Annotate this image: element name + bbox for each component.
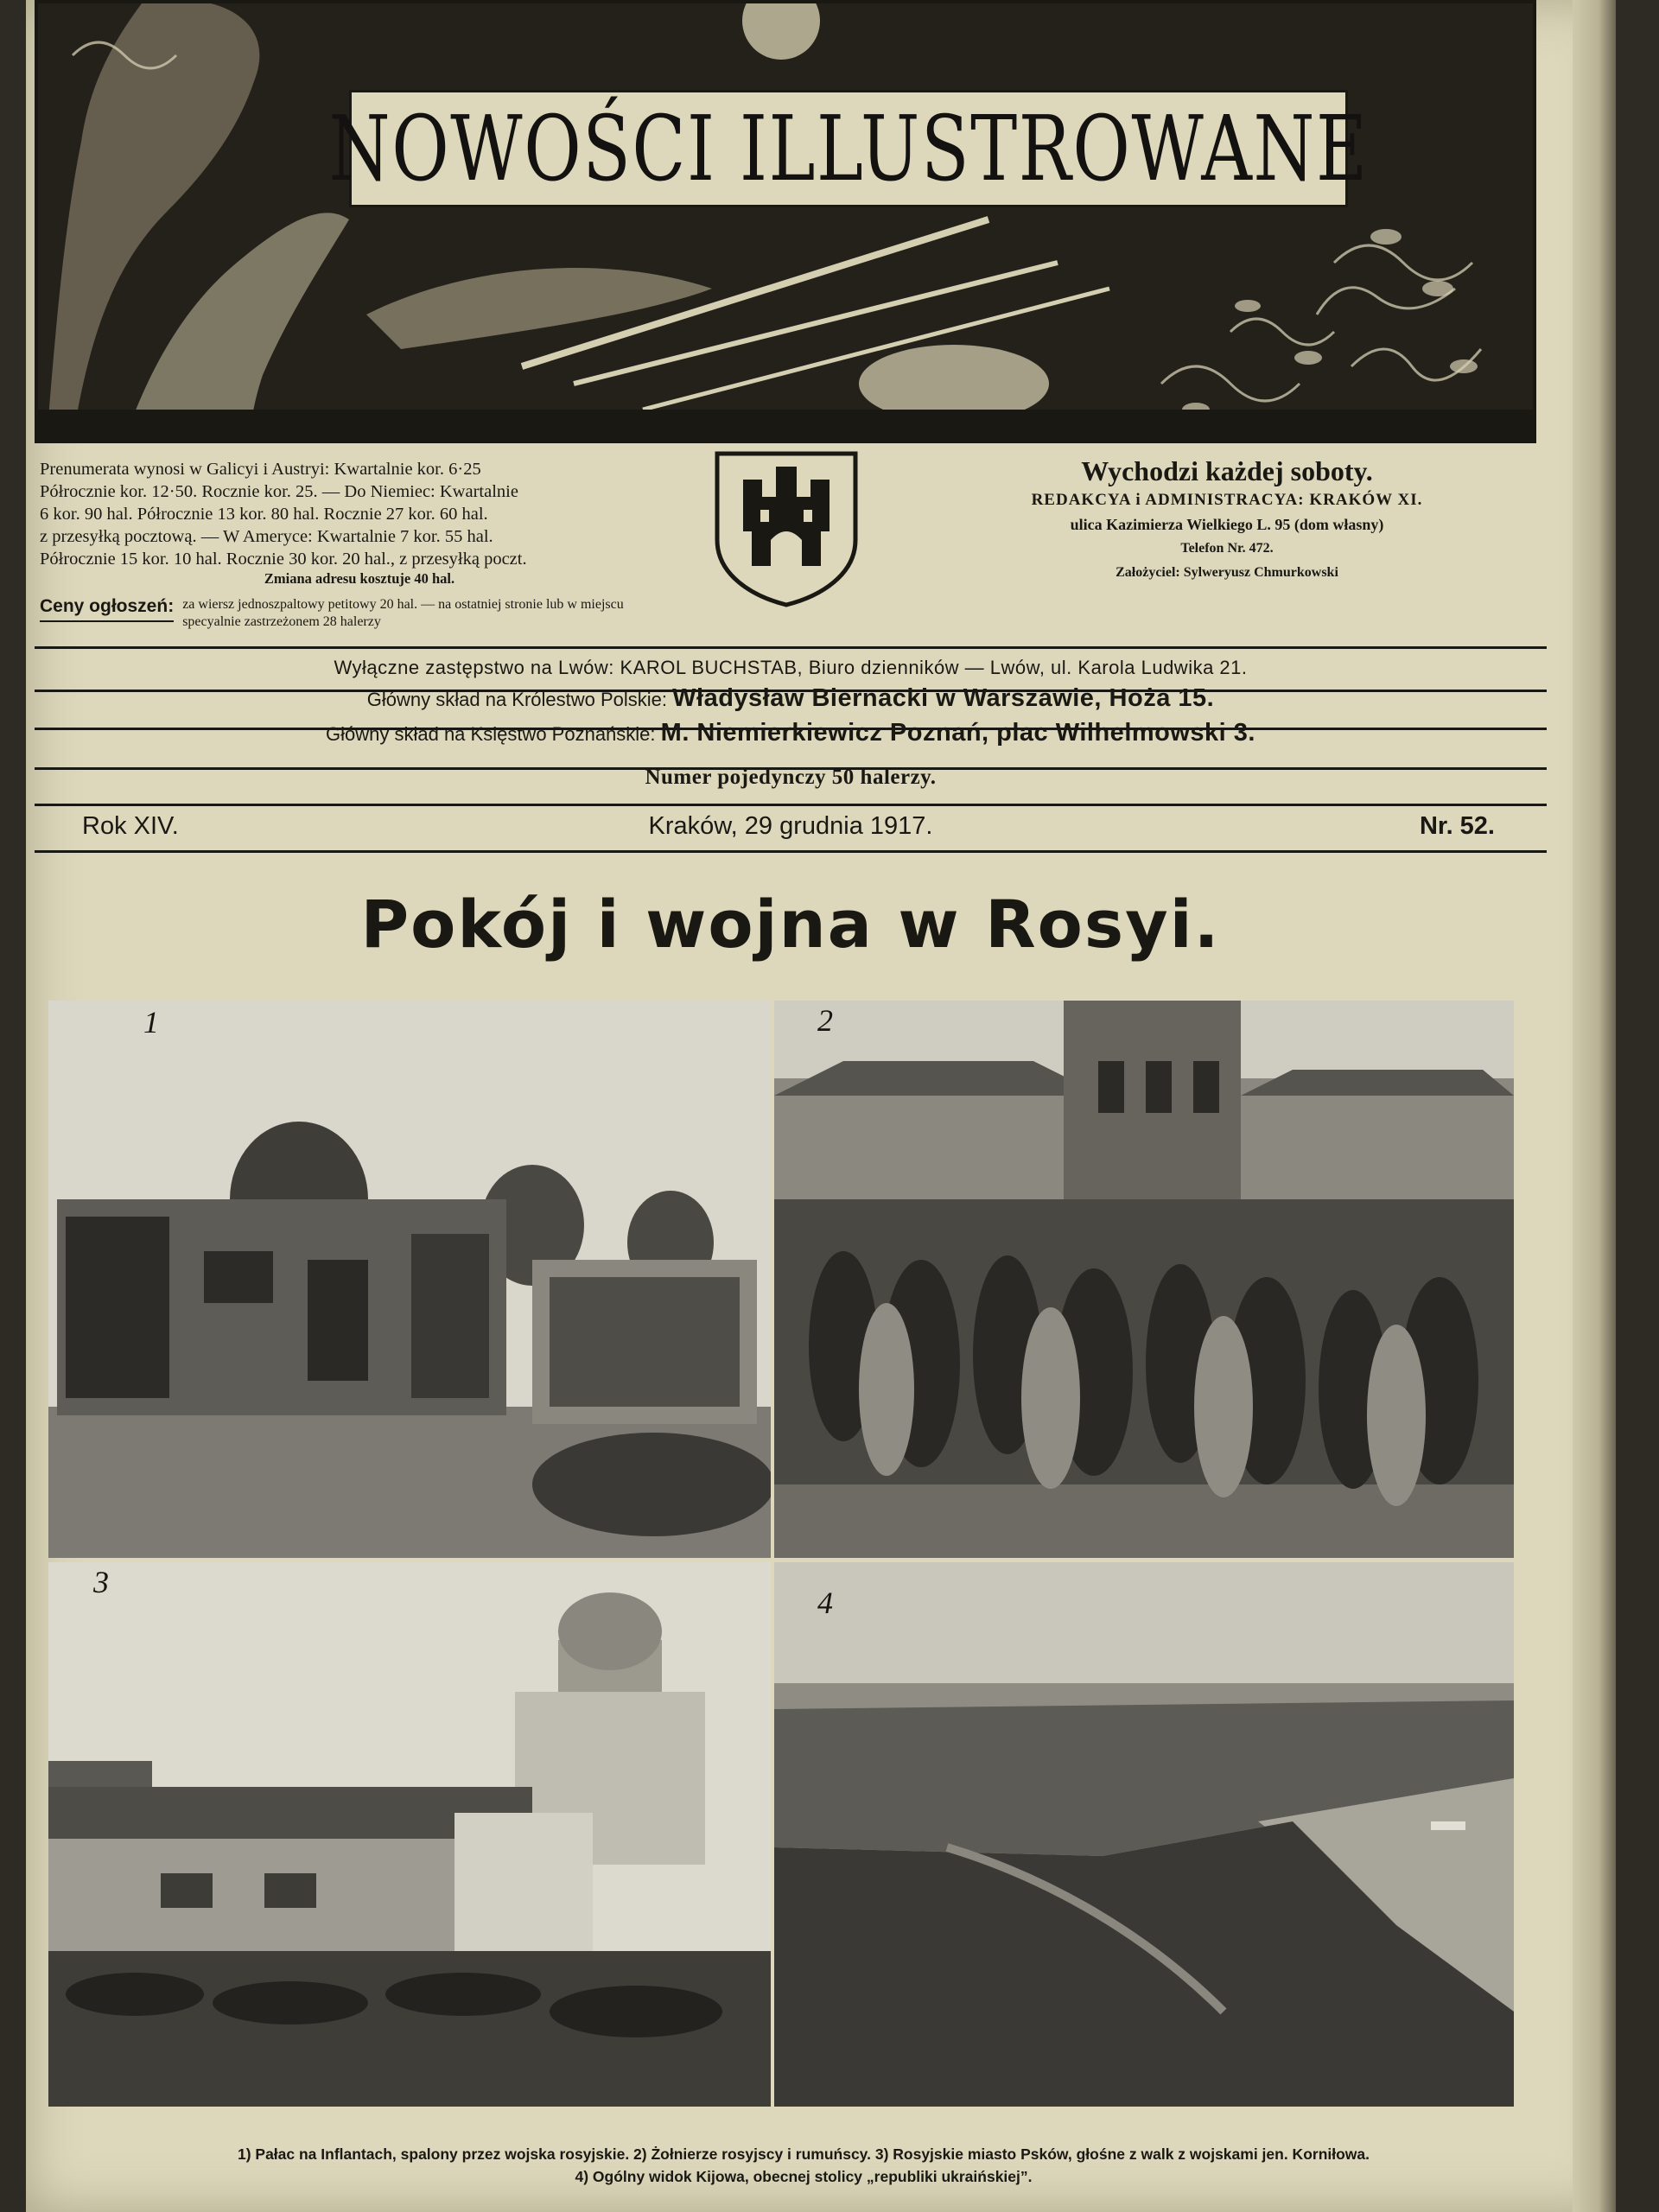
subscription-line: Prenumerata wynosi w Galicyi i Austryi: Kwartalnie kor. 6·25	[40, 460, 481, 479]
divider	[35, 850, 1547, 853]
photo-number: 3	[93, 1565, 109, 1599]
issue-number: Nr. 52.	[1419, 812, 1495, 840]
subscription-line: z przesyłką pocztową. — W Ameryce: Kwartalnie 7 kor. 55 hal.	[40, 527, 493, 546]
subscription-line: Półrocznie 15 kor. 10 hal. Rocznie 30 kor. 20 hal., z przesyłką poczt.	[40, 550, 527, 569]
agent-krolestwo-text: Władysław Biernacki w Warszawie, Hoża 15.	[672, 684, 1215, 712]
photo-kyiv-panorama	[774, 1562, 1514, 2107]
issue-year: Rok XIV.	[82, 812, 179, 840]
photo-caption	[60, 2143, 1547, 2188]
editorial-founder: Założyciel: Sylweryusz Chmurkowski	[1116, 565, 1338, 580]
subscription-info	[40, 458, 653, 588]
subscription-line: Półrocznie kor. 12·50. Rocznie kor. 25. — Do Niemiec: Kwartalnie	[40, 482, 518, 501]
divider	[35, 646, 1547, 649]
masthead-title: NOWOŚCI ILLUSTROWANE	[328, 96, 1369, 201]
agent-poznan-label: Główny skład na Księstwo Poznańskie:	[326, 723, 656, 745]
photo-soldiers	[774, 1001, 1514, 1558]
agent-poznan	[35, 719, 1547, 747]
editorial-info	[881, 454, 1573, 585]
newspaper-page	[26, 0, 1616, 2212]
caption-line-1: 1) Pałac na Inflantach, spalony przez wojska rosyjskie. 2) Żołnierze rosyjscy i rumuńscy. 3) Rosyjskie miasto Psków, głośne z walk z wojskami jen. Korniłowa.	[237, 2145, 1370, 2163]
photo-pskov	[48, 1562, 771, 2107]
photo-number: 2	[817, 1003, 833, 1038]
masthead-illustration	[35, 0, 1536, 443]
agent-poznan-text: M. Niemierkiewicz Poznań, plac Wilhelmowski 3.	[660, 719, 1255, 747]
photo-grid	[48, 1001, 1535, 2107]
photo-number: 1	[143, 1005, 159, 1039]
photo-burned-palace	[48, 1001, 771, 1558]
agent-krolestwo-label: Główny skład na Królestwo Polskie:	[366, 689, 668, 710]
masthead-ornament	[38, 3, 1533, 440]
ad-prices	[40, 596, 662, 631]
publication-schedule: Wychodzi każdej soboty.	[1081, 455, 1373, 486]
agent-krolestwo	[35, 684, 1547, 713]
issue-date: Kraków, 29 grudnia 1917.	[648, 812, 933, 840]
address-change-note: Zmiana adresu kosztuje 40 hal.	[264, 570, 455, 587]
agent-lwow-label: Wyłączne zastępstwo na Lwów:	[334, 657, 614, 678]
krakow-crest-icon	[700, 445, 873, 609]
divider	[35, 804, 1547, 806]
agent-lwow-text: KAROL BUCHSTAB, Biuro dzienników — Lwów, ul. Karola Ludwika 21.	[620, 657, 1248, 678]
editorial-phone: Telefon Nr. 472.	[1180, 541, 1274, 556]
subscription-line: 6 kor. 90 hal. Półrocznie 13 kor. 80 hal. Rocznie 27 kor. 60 hal.	[40, 505, 488, 524]
editorial-office: REDAKCYA i ADMINISTRACYA: KRAKÓW XI.	[1031, 491, 1423, 509]
single-issue-price: Numer pojedynczy 50 halerzy.	[645, 766, 937, 789]
editorial-street: ulica Kazimierza Wielkiego L. 95 (dom własny)	[1070, 516, 1384, 533]
agent-lwow	[35, 657, 1547, 679]
caption-line-2: 4) Ogólny widok Kijowa, obecnej stolicy „republiki ukraińskiej”.	[575, 2168, 1033, 2185]
photo-number: 4	[817, 1586, 833, 1620]
page-edge	[1573, 0, 1616, 2212]
ad-prices-text: za wiersz jednoszpaltowy petitowy 20 hal. — na ostatniej stronie lub w miejscu specyalnie zastrzeżonem 28 halerzy	[182, 597, 624, 629]
masthead-title-banner	[328, 90, 1369, 207]
ad-prices-label: Ceny ogłoszeń:	[40, 596, 174, 622]
headline: Pokój i wojna w Rosyi.	[360, 886, 1221, 963]
